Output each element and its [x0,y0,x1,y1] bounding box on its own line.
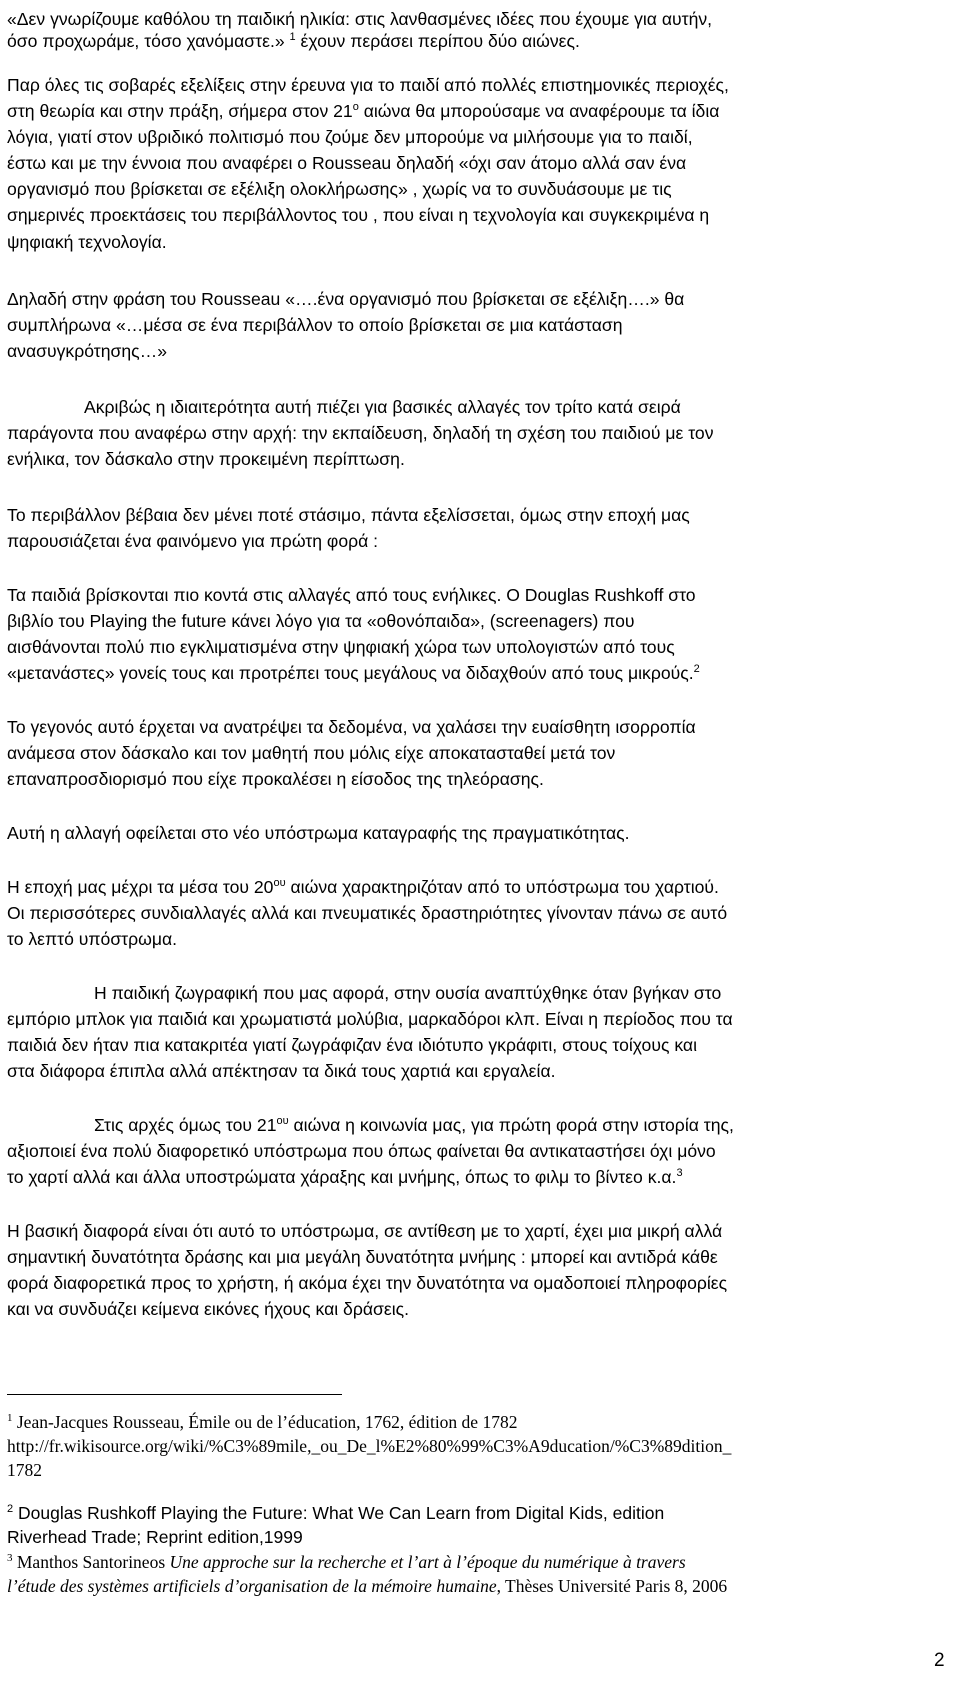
body-line: παρουσιάζεται ένα φαινόμενο για πρώτη φορά : [7,531,379,551]
body-line: Στις αρχές όμως του $21^{o\upsilon}$ αιώνα η κοινωνία μας, για πρώτη φορά στην ιστορία της, [94,1115,734,1135]
body-line: και να συνδυάζει κείμενα εικόνες ήχους και δράσεις. [7,1299,410,1319]
body-line: Δηλαδή στην φράση του Rousseau «….ένα οργανισμό που βρίσκεται σε εξέλιξη….» θα [7,289,685,309]
body-line: αξιοποιεί ένα πολύ διαφορετικό υπόστρωμα που όπως φαίνεται θα αντικαταστήσει όχι μόνο [7,1141,716,1161]
body-line: Το γεγονός αυτό έρχεται να ανατρέψει τα δεδομένα, να χαλάσει την ευαίσθητη ισορροπία [7,717,696,737]
body-line: αισθάνονται πολύ πιο εγκλιματισμένα στην ψηφιακή χώρα των υπολογιστών από τους [7,637,675,657]
body-line: Η εποχή μας μέχρι τα μέσα του $20^{o\upsilon}$ αιώνα χαρακτηριζόταν από το υπόστρωμα του χαρτιού. [7,877,719,897]
body-line: το λεπτό υπόστρωμα. [7,929,178,949]
superscript: ου [273,877,286,890]
body-line: φορά διαφορετικά προς το χρήστη, ή ακόμα έχει την δυνατότητα να ομαδοποιεί πληροφορίες [7,1273,728,1293]
footnote-1: $^1$ Jean-Jacques Rousseau, Émile ou de l’éducation, 1762, édition de 1782 [7,1412,518,1432]
body-line: έστω και με την έννοια που αναφέρει ο Rousseau δηλαδή «όχι σαν άτομο αλλά σαν ένα [7,153,687,173]
body-line: ανασυγκρότησης…» [7,341,167,361]
body-line: όσο προχωράμε, τόσο χανόμαστε.» $^1$ έχουν περάσει περίπου δύο αιώνες. [7,31,580,51]
body-line: ενήλικα, τον δάσκαλο στην προκειμένη περίπτωση. [7,449,405,469]
body-line: το χαρτί αλλά και άλλα υποστρώματα χάραξης και μνήμης, όπως το φιλμ το βίντεο κ.α.$^3$ [7,1167,683,1187]
body-line: επαναπροσδιορισμό που είχε προκαλέσει η είσοδος της τηλεόρασης. [7,769,544,789]
page-number: 2 [934,1650,945,1671]
footnote-separator [7,1394,342,1395]
footnote-number: 1 [7,1412,13,1425]
body-line: ψηφιακή τεχνολογία. [7,232,167,252]
footnote-ref[interactable]: 3 [676,1167,683,1180]
footnote-3: $^3$ Manthos Santorineos Une approche sur la recherche et l’art à l’époque du numérique à travers [7,1552,686,1572]
body-line: Ακριβώς η ιδιαιτερότητα αυτή πιέζει για βασικές αλλαγές τον τρίτο κατά σειρά [84,397,681,417]
footnote-line: Riverhead Trade; Reprint edition,1999 [7,1527,303,1547]
body-line: ανάμεσα στον δάσκαλο και τον μαθητή που μόλις είχε αποκατασταθεί μετά τον [7,743,616,763]
body-line: συμπλήρωνα «…μέσα σε ένα περιβάλλον το οποίο βρίσκεται σε μια κατάσταση [7,315,623,335]
body-line: σημερινές προεκτάσεις του περιβάλλοντος του , που είναι η τεχνολογία και συγκεκριμένα η [7,205,710,225]
body-line: Οι περισσότερες συνδιαλλαγές αλλά και πνευματικές δραστηριότητες γίνονταν πάνω σε αυτό [7,903,728,923]
body-line: «Δεν γνωρίζουμε καθόλου τη παιδική ηλικία: στις λανθασμένες ιδέες που έχουμε για αυτήν, [7,9,713,29]
body-line: Αυτή η αλλαγή οφείλεται στο νέο υπόστρωμα καταγραφής της πραγματικότητας. [7,823,630,843]
body-line: βιβλίο του Playing the future κάνει λόγο για τα «οθονόπαιδα», (screenagers) που [7,611,635,631]
footnote-number: 2 [7,1503,14,1516]
footnote-line: l’étude des systèmes artificiels d’organisation de la mémoire humaine, Thèses Université Paris 8, 2006 [7,1576,728,1596]
footnote-number: 3 [7,1552,13,1565]
body-line: Παρ όλες τις σοβαρές εξελίξεις στην έρευνα για το παιδί από πολλές επιστημονικές περιοχές, [7,75,729,95]
body-line: στα διάφορα έπιπλα αλλά απέκτησαν τα δικά τους χαρτιά και εργαλεία. [7,1061,556,1081]
superscript: ου [276,1115,289,1128]
footnote-2: $^2$ Douglas Rushkoff Playing the Future: What We Can Learn from Digital Kids, edition [7,1503,665,1523]
body-line: παιδιά δεν ήταν πια κατακριτέα γιατί ζωγράφιζαν ένα ιδιότυπο γκράφιτι, στους τοίχους και [7,1035,697,1055]
footnote-line: 1782 [7,1460,42,1480]
body-line: παράγοντα που αναφέρω στην αρχή: την εκπαίδευση, δηλαδή τη σχέση του παιδιού με τον [7,423,714,443]
body-line: Τα παιδιά βρίσκονται πιο κοντά στις αλλαγές από τους ενήλικες. O Douglas Rushkoff στο [7,585,696,605]
body-line: σημαντική δυνατότητα δράσης και μια μεγάλη δυνατότητα μνήμης : μπορεί και αντιδρά κάθε [7,1247,718,1267]
body-line: Το περιβάλλον βέβαια δεν μένει ποτέ στάσιμο, πάντα εξελίσσεται, όμως στην εποχή μας [7,505,690,525]
body-line: οργανισμό που βρίσκεται σε εξέλιξη ολοκλήρωσης» , χωρίς να το συνδυάσουμε με τις [7,179,672,199]
body-line: στη θεωρία και στην πράξη, σήμερα στον $21^o$ αιώνα θα μπορούσαμε να αναφέρουμε τα ίδια [7,101,720,121]
footnote-link[interactable]: http://fr.wikisource.org/wiki/%C3%89mile,_ou_De_l%E2%80%99%C3%A9ducation/%C3%89dition_ [7,1436,732,1456]
footnote-ref[interactable]: 1 [289,31,296,44]
body-line: Η βασική διαφορά είναι ότι αυτό το υπόστρωμα, σε αντίθεση με το χαρτί, έχει μια μικρή αλλά [7,1221,723,1241]
body-line: εμπόριο μπλοκ για παιδιά και χρωματιστά μολύβια, μαρκαδόροι κλπ. Είναι η περίοδος που τα [7,1009,733,1029]
footnote-ref[interactable]: 2 [693,663,700,676]
superscript: ο [352,101,359,114]
body-line: «μετανάστες» γονείς τους και προτρέπει τους μεγάλους να διδαχθούν από τους μικρούς.$^2$ [7,663,700,683]
body-line: λόγια, γιατί στον υβριδικό πολιτισμό που ζούμε δεν μπορούμε να μιλήσουμε για το παιδί, [7,127,693,147]
body-line: Η παιδική ζωγραφική που μας αφορά, στην ουσία αναπτύχθηκε όταν βγήκαν στο [94,983,722,1003]
